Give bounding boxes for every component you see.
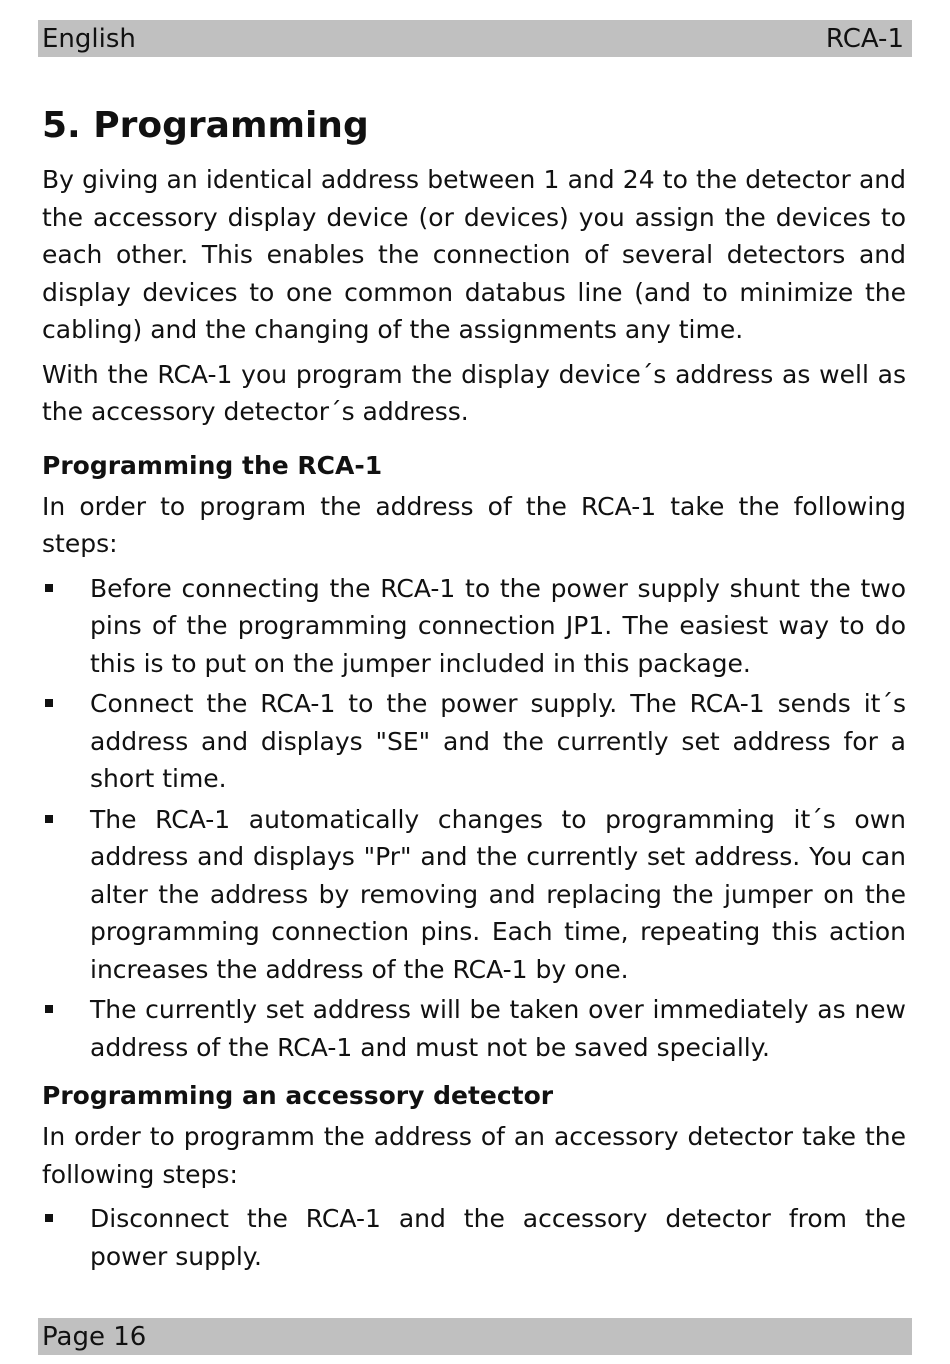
subheading-programming-rca: Programming the RCA-1 bbox=[42, 450, 383, 480]
list-item-text: Connect the RCA-1 to the power supply. The RCA-1 sends it´s address and displays "SE" and the currently set address for a short time. bbox=[90, 689, 906, 793]
section-title: 5. Programming bbox=[42, 105, 369, 146]
detector-steps-intro: In order to programm the address of an accessory detector take the following steps: bbox=[42, 1122, 906, 1189]
list-item bbox=[42, 801, 906, 989]
list-item-text: Disconnect the RCA-1 and the accessory detector from the power supply. bbox=[90, 1204, 906, 1271]
header-product: RCA-1 bbox=[825, 23, 904, 54]
list-item-text: The currently set address will be taken over immediately as new address of the RCA-1 and must not be saved specially. bbox=[90, 995, 906, 1062]
intro-paragraph: With the RCA-1 you program the display device´s address as well as the accessory detector´s address. bbox=[42, 359, 906, 426]
page-content bbox=[42, 102, 906, 1278]
bullet-square-icon bbox=[45, 815, 53, 823]
bullet-square-icon bbox=[45, 699, 53, 707]
list-item-text: The RCA-1 automatically changes to programming it´s own address and displays "Pr" and the currently set address. You can alter the address by removing and replacing the jumper on the programming connection pins. Each time, repeating this action increases the address of the RCA-1 by one. bbox=[90, 804, 906, 984]
list-item bbox=[42, 570, 906, 683]
bullet-square-icon bbox=[45, 1214, 53, 1222]
page-number: Page 16 bbox=[42, 1321, 147, 1352]
rca-steps-intro: In order to program the address of the RCA-1 take the following steps: bbox=[42, 491, 906, 558]
header-language: English bbox=[42, 23, 136, 54]
detector-steps-list bbox=[42, 1200, 906, 1275]
rca-steps-list bbox=[42, 570, 906, 1067]
list-item bbox=[42, 1200, 906, 1275]
page-footer bbox=[38, 1318, 912, 1355]
bullet-square-icon bbox=[45, 1005, 53, 1013]
page-header bbox=[38, 20, 912, 57]
intro-paragraph: By giving an identical address between 1 and 24 to the detector and the accessory display device (or devices) you assign the devices to each other. This enables the connection of several detectors and display devices to one common databus line (and to minimize the cabling) and the changing of the assignments any time. bbox=[42, 165, 906, 344]
list-item bbox=[42, 991, 906, 1066]
bullet-square-icon bbox=[45, 584, 53, 592]
list-item bbox=[42, 685, 906, 798]
subheading-programming-detector: Programming an accessory detector bbox=[42, 1081, 554, 1110]
list-item-text: Before connecting the RCA-1 to the power supply shunt the two pins of the programming connection JP1. The easiest way to do this is to put on the jumper included in this package. bbox=[90, 573, 906, 678]
